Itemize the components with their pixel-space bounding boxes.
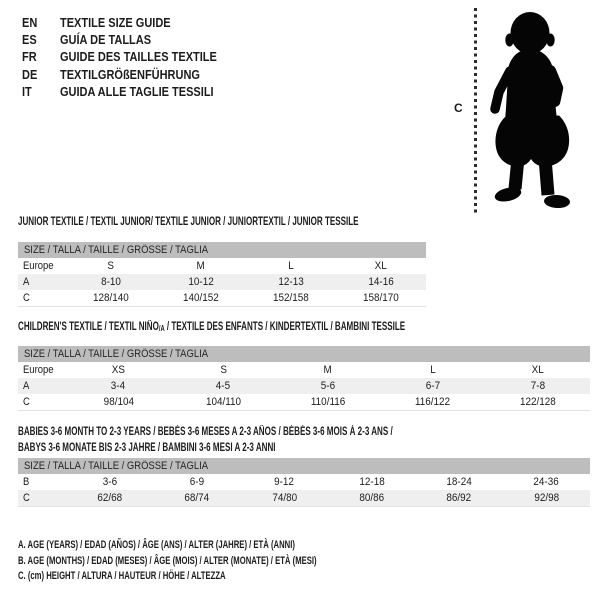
size-cell: 14-16: [368, 276, 394, 288]
junior-section-title: JUNIOR TEXTILE / TEXTIL JUNIOR/ TEXTILE JUNIOR / JUNIORTEXTIL / JUNIOR TESSILE: [18, 216, 359, 228]
size-cell: 104/110: [205, 396, 241, 408]
size-cell: XL: [531, 364, 544, 376]
size-cell: 9-12: [274, 476, 295, 488]
table-row-age-years: [18, 378, 590, 394]
language-row-de: [22, 66, 238, 83]
size-cell: 12-18: [358, 476, 385, 488]
size-cell: 116/122: [415, 396, 451, 408]
babies-size-header: SIZE / TALLA / TAILLE / GRÖSSE / TAGLIA: [18, 458, 590, 474]
children-section-title: CHILDREN'S TEXTILE / TEXTIL NIÑO/A / TEXTILE DES ENFANTS / KINDERTEXTIL / BAMBINI TESSILE: [18, 321, 406, 333]
babies-section-title: BABIES 3-6 MONTH TO 2-3 YEARS / BEBÉS 3-6 MESES A 2-3 AÑOS / BÉBÉS 3-6 MOIS À 2-3 ANS / BABYS 3-6 MONATE BIS 2-3 JAHRE / BAMBINI 3-6 MESI A 2-3 ANNI: [18, 426, 393, 454]
language-row-fr: [22, 49, 238, 66]
table-row-age-years: [18, 274, 426, 290]
size-cell: 8-10: [101, 276, 121, 288]
size-cell: 18-24: [446, 476, 472, 488]
size-cell: 68/74: [184, 492, 210, 504]
size-cell: 4-5: [216, 380, 231, 392]
baby-silhouette-icon: [481, 8, 591, 210]
height-measure-label: C: [454, 101, 463, 115]
row-label: C: [23, 492, 30, 504]
size-cell: L: [288, 260, 294, 272]
title-subscript: /A: [158, 324, 165, 333]
size-cell: M: [323, 364, 333, 376]
table-row-height-cm: [18, 290, 426, 306]
size-cell: 3-4: [111, 380, 126, 392]
row-label: Europe: [23, 260, 54, 272]
size-cell: 24-36: [533, 476, 559, 488]
junior-size-header: SIZE / TALLA / TAILLE / GRÖSSE / TAGLIA: [18, 242, 426, 258]
junior-size-table: [18, 242, 426, 307]
size-cell: 158/170: [363, 292, 399, 304]
row-label: Europe: [23, 364, 54, 376]
table-row-europe: [18, 362, 590, 378]
row-label: C: [23, 396, 30, 408]
size-cell: 152/158: [273, 292, 309, 304]
size-cell: 7-8: [530, 380, 545, 392]
language-label: GUÍA DE TALLAS: [60, 32, 152, 47]
language-code: IT: [22, 84, 32, 99]
language-label: TEXTILE SIZE GUIDE: [60, 15, 171, 30]
language-label: GUIDA ALLE TAGLIE TESSILI: [60, 84, 214, 99]
size-cell: 98/104: [103, 396, 134, 408]
language-code: EN: [22, 15, 38, 30]
footnotes: [18, 537, 445, 584]
height-measure-dashed-line: [474, 8, 477, 213]
size-cell: 12-13: [278, 276, 304, 288]
size-cell: 110/116: [310, 396, 346, 408]
language-row-es: [22, 31, 238, 48]
size-cell: 62/68: [97, 492, 123, 504]
language-label: GUIDE DES TAILLES TEXTILE: [60, 50, 217, 65]
size-cell: M: [196, 260, 206, 272]
table-row-height-cm: [18, 490, 590, 506]
size-cell: 122/128: [519, 396, 556, 408]
footnote-a: A. AGE (YEARS) / EDAD (AÑOS) / ÂGE (ANS) / ALTER (JAHRE) / ETÀ (ANNI): [18, 538, 295, 551]
language-code: DE: [22, 67, 38, 82]
size-cell: 5-6: [320, 380, 336, 392]
row-label: B: [23, 476, 30, 488]
size-cell: S: [107, 260, 115, 272]
size-cell: 10-12: [188, 276, 214, 288]
table-row-age-months: [18, 474, 590, 490]
language-label: TEXTILGRÖßENFÜHRUNG: [60, 67, 200, 82]
size-cell: 6-9: [189, 476, 205, 488]
size-cell: XS: [111, 364, 125, 376]
size-cell: 80/86: [359, 492, 385, 504]
row-label: C: [23, 292, 30, 304]
language-list: [22, 14, 238, 100]
table-row-europe: [18, 258, 426, 274]
babies-size-table: [18, 458, 590, 507]
size-cell: 74/80: [271, 492, 297, 504]
children-size-table: [18, 346, 590, 411]
row-label: A: [23, 276, 30, 288]
language-row-it: [22, 83, 238, 100]
row-label: A: [23, 380, 30, 392]
size-cell: L: [430, 364, 436, 376]
language-row-en: [22, 14, 238, 31]
language-code: ES: [22, 32, 37, 47]
footnote-b: B. AGE (MONTHS) / EDAD (MESES) / ÂGE (MOIS) / ALTER (MONATE) / ETÀ (MESI): [18, 554, 317, 567]
size-cell: 86/92: [446, 492, 472, 504]
size-cell: 92/98: [533, 492, 559, 504]
children-size-header: SIZE / TALLA / TAILLE / GRÖSSE / TAGLIA: [18, 346, 590, 362]
size-cell: 128/140: [93, 292, 129, 304]
table-row-height-cm: [18, 394, 590, 410]
language-code: FR: [22, 50, 37, 65]
size-cell: 140/152: [183, 292, 219, 304]
size-cell: S: [219, 364, 227, 376]
size-cell: 3-6: [102, 476, 117, 488]
size-cell: XL: [374, 260, 388, 272]
size-cell: 6-7: [425, 380, 440, 392]
footnote-c: C. (cm) HEIGHT / ALTURA / HAUTEUR / HÖHE / ALTEZZA: [18, 570, 226, 583]
